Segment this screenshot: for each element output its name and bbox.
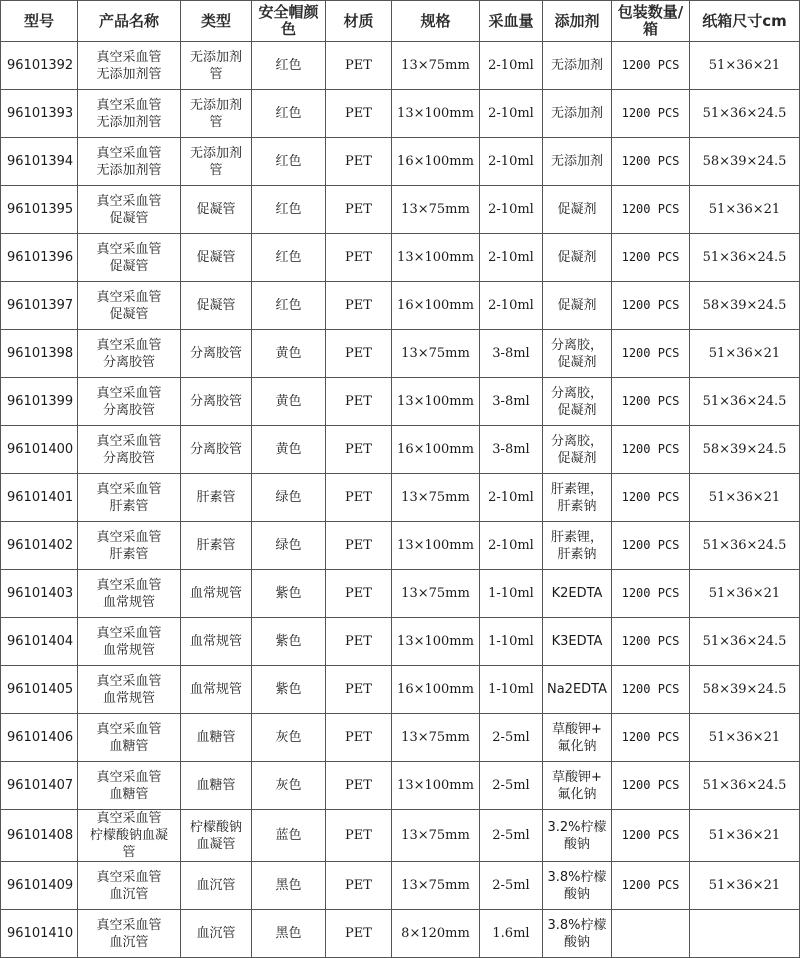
cell-material: PET <box>326 522 392 570</box>
cell-type: 促凝管 <box>181 234 252 282</box>
cell-model: 96101402 <box>1 522 78 570</box>
cell-material: PET <box>326 910 392 958</box>
cell-pack-qty: 1200 PCS <box>612 426 690 474</box>
cell-additive: 促凝剂 <box>543 234 612 282</box>
cell-model: 96101408 <box>1 810 78 862</box>
header-row <box>1 1 800 42</box>
header-material: 材质 <box>326 1 392 42</box>
cell-model: 96101395 <box>1 186 78 234</box>
cell-product-name: 真空采血管 分离胶管 <box>78 330 181 378</box>
header-carton-size: 纸箱尺寸cm <box>690 1 800 42</box>
cell-product-name: 真空采血管 无添加剂管 <box>78 138 181 186</box>
header-pack-qty: 包装数量/箱 <box>612 1 690 42</box>
cell-pack-qty: 1200 PCS <box>612 714 690 762</box>
cell-product-name: 真空采血管 分离胶管 <box>78 426 181 474</box>
cell-carton-size <box>690 910 800 958</box>
cell-type: 无添加剂 管 <box>181 42 252 90</box>
table-row <box>1 570 800 618</box>
cell-additive: 3.2%柠檬 酸钠 <box>543 810 612 862</box>
cell-size: 13×75mm <box>392 714 480 762</box>
cell-model: 96101399 <box>1 378 78 426</box>
cell-cap-color: 红色 <box>252 234 326 282</box>
cell-material: PET <box>326 90 392 138</box>
cell-size: 13×100mm <box>392 378 480 426</box>
cell-additive: 无添加剂 <box>543 138 612 186</box>
cell-volume: 2-10ml <box>480 138 543 186</box>
cell-cap-color: 红色 <box>252 282 326 330</box>
cell-additive: 草酸钾+ 氟化钠 <box>543 762 612 810</box>
cell-carton-size: 58×39×24.5 <box>690 666 800 714</box>
cell-pack-qty: 1200 PCS <box>612 234 690 282</box>
cell-type: 血常规管 <box>181 618 252 666</box>
cell-product-name: 真空采血管 血糖管 <box>78 714 181 762</box>
cell-volume: 2-10ml <box>480 90 543 138</box>
cell-cap-color: 灰色 <box>252 714 326 762</box>
cell-carton-size: 58×39×24.5 <box>690 282 800 330</box>
cell-type: 血糖管 <box>181 762 252 810</box>
table-row <box>1 282 800 330</box>
cell-cap-color: 紫色 <box>252 618 326 666</box>
cell-type: 分离胶管 <box>181 330 252 378</box>
cell-model: 96101409 <box>1 862 78 910</box>
cell-pack-qty: 1200 PCS <box>612 90 690 138</box>
cell-pack-qty: 1200 PCS <box>612 474 690 522</box>
cell-cap-color: 黄色 <box>252 378 326 426</box>
cell-type: 分离胶管 <box>181 378 252 426</box>
cell-model: 96101396 <box>1 234 78 282</box>
cell-carton-size: 51×36×24.5 <box>690 234 800 282</box>
cell-material: PET <box>326 186 392 234</box>
cell-additive: 分离胶， 促凝剂 <box>543 426 612 474</box>
cell-type: 促凝管 <box>181 186 252 234</box>
table-row <box>1 522 800 570</box>
cell-size: 13×100mm <box>392 618 480 666</box>
cell-size: 16×100mm <box>392 282 480 330</box>
table-row <box>1 138 800 186</box>
header-product-name: 产品名称 <box>78 1 181 42</box>
cell-pack-qty: 1200 PCS <box>612 862 690 910</box>
cell-material: PET <box>326 618 392 666</box>
cell-material: PET <box>326 474 392 522</box>
cell-pack-qty: 1200 PCS <box>612 378 690 426</box>
cell-carton-size: 51×36×21 <box>690 474 800 522</box>
table-row <box>1 330 800 378</box>
cell-size: 13×100mm <box>392 522 480 570</box>
cell-material: PET <box>326 862 392 910</box>
cell-additive: 3.8%柠檬 酸钠 <box>543 910 612 958</box>
cell-material: PET <box>326 234 392 282</box>
cell-volume: 2-10ml <box>480 42 543 90</box>
cell-cap-color: 红色 <box>252 42 326 90</box>
cell-product-name: 真空采血管 分离胶管 <box>78 378 181 426</box>
cell-additive: 肝素锂， 肝素钠 <box>543 474 612 522</box>
cell-size: 13×75mm <box>392 186 480 234</box>
cell-product-name: 真空采血管 促凝管 <box>78 234 181 282</box>
cell-material: PET <box>326 570 392 618</box>
cell-carton-size: 51×36×21 <box>690 810 800 862</box>
table-row <box>1 910 800 958</box>
cell-model: 96101410 <box>1 910 78 958</box>
cell-volume: 2-10ml <box>480 186 543 234</box>
cell-material: PET <box>326 282 392 330</box>
cell-carton-size: 51×36×24.5 <box>690 378 800 426</box>
cell-product-name: 真空采血管 血常规管 <box>78 666 181 714</box>
cell-model: 96101394 <box>1 138 78 186</box>
table-row <box>1 862 800 910</box>
cell-additive: 促凝剂 <box>543 186 612 234</box>
cell-volume: 1-10ml <box>480 666 543 714</box>
cell-product-name: 真空采血管 血沉管 <box>78 910 181 958</box>
cell-volume: 3-8ml <box>480 426 543 474</box>
cell-size: 13×75mm <box>392 570 480 618</box>
cell-volume: 1.6ml <box>480 910 543 958</box>
cell-material: PET <box>326 378 392 426</box>
cell-type: 肝素管 <box>181 474 252 522</box>
cell-material: PET <box>326 42 392 90</box>
cell-product-name: 真空采血管 血糖管 <box>78 762 181 810</box>
cell-cap-color: 红色 <box>252 138 326 186</box>
table-row <box>1 42 800 90</box>
cell-carton-size: 51×36×21 <box>690 714 800 762</box>
cell-model: 96101400 <box>1 426 78 474</box>
cell-volume: 1-10ml <box>480 570 543 618</box>
cell-cap-color: 红色 <box>252 90 326 138</box>
cell-pack-qty: 1200 PCS <box>612 570 690 618</box>
cell-product-name: 真空采血管 柠檬酸钠血凝 管 <box>78 810 181 862</box>
cell-size: 13×75mm <box>392 474 480 522</box>
cell-volume: 2-5ml <box>480 714 543 762</box>
cell-cap-color: 紫色 <box>252 570 326 618</box>
cell-product-name: 真空采血管 肝素管 <box>78 522 181 570</box>
table-row <box>1 618 800 666</box>
cell-material: PET <box>326 714 392 762</box>
cell-carton-size: 51×36×24.5 <box>690 762 800 810</box>
cell-carton-size: 51×36×24.5 <box>690 90 800 138</box>
table-row <box>1 714 800 762</box>
cell-material: PET <box>326 762 392 810</box>
cell-type: 血糖管 <box>181 714 252 762</box>
header-additive: 添加剂 <box>543 1 612 42</box>
table-row <box>1 90 800 138</box>
cell-size: 16×100mm <box>392 666 480 714</box>
cell-additive: 促凝剂 <box>543 282 612 330</box>
cell-cap-color: 黄色 <box>252 426 326 474</box>
cell-type: 血沉管 <box>181 910 252 958</box>
cell-product-name: 真空采血管 无添加剂管 <box>78 42 181 90</box>
cell-type: 无添加剂 管 <box>181 138 252 186</box>
cell-cap-color: 绿色 <box>252 522 326 570</box>
cell-product-name: 真空采血管 血常规管 <box>78 570 181 618</box>
cell-cap-color: 黑色 <box>252 910 326 958</box>
cell-additive: 3.8%柠檬 酸钠 <box>543 862 612 910</box>
cell-volume: 2-5ml <box>480 862 543 910</box>
cell-additive: 分离胶， 促凝剂 <box>543 330 612 378</box>
cell-size: 16×100mm <box>392 426 480 474</box>
cell-size: 13×100mm <box>392 762 480 810</box>
cell-size: 13×75mm <box>392 42 480 90</box>
cell-type: 肝素管 <box>181 522 252 570</box>
cell-additive: K2EDTA <box>543 570 612 618</box>
cell-volume: 1-10ml <box>480 618 543 666</box>
cell-model: 96101397 <box>1 282 78 330</box>
cell-product-name: 真空采血管 肝素管 <box>78 474 181 522</box>
header-volume: 采血量 <box>480 1 543 42</box>
cell-model: 96101407 <box>1 762 78 810</box>
table-row <box>1 474 800 522</box>
cell-type: 无添加剂 管 <box>181 90 252 138</box>
cell-carton-size: 51×36×24.5 <box>690 618 800 666</box>
cell-cap-color: 黄色 <box>252 330 326 378</box>
cell-volume: 2-10ml <box>480 522 543 570</box>
table-row <box>1 378 800 426</box>
cell-additive: Na2EDTA <box>543 666 612 714</box>
cell-product-name: 真空采血管 血常规管 <box>78 618 181 666</box>
table-row <box>1 762 800 810</box>
cell-model: 96101405 <box>1 666 78 714</box>
cell-material: PET <box>326 426 392 474</box>
cell-volume: 3-8ml <box>480 378 543 426</box>
cell-volume: 2-10ml <box>480 234 543 282</box>
cell-model: 96101403 <box>1 570 78 618</box>
cell-model: 96101392 <box>1 42 78 90</box>
cell-carton-size: 51×36×21 <box>690 42 800 90</box>
cell-size: 13×100mm <box>392 90 480 138</box>
cell-volume: 2-5ml <box>480 762 543 810</box>
cell-carton-size: 51×36×21 <box>690 186 800 234</box>
table-body <box>1 42 800 958</box>
cell-volume: 2-10ml <box>480 474 543 522</box>
cell-pack-qty: 1200 PCS <box>612 186 690 234</box>
header-model: 型号 <box>1 1 78 42</box>
cell-type: 血常规管 <box>181 666 252 714</box>
cell-additive: 无添加剂 <box>543 42 612 90</box>
cell-cap-color: 红色 <box>252 186 326 234</box>
cell-type: 柠檬酸钠 血凝管 <box>181 810 252 862</box>
cell-additive: 肝素锂， 肝素钠 <box>543 522 612 570</box>
cell-material: PET <box>326 138 392 186</box>
cell-carton-size: 51×36×21 <box>690 330 800 378</box>
cell-cap-color: 蓝色 <box>252 810 326 862</box>
cell-additive: 草酸钾+ 氟化钠 <box>543 714 612 762</box>
cell-additive: 分离胶， 促凝剂 <box>543 378 612 426</box>
cell-material: PET <box>326 810 392 862</box>
cell-type: 促凝管 <box>181 282 252 330</box>
cell-size: 13×75mm <box>392 330 480 378</box>
cell-carton-size: 58×39×24.5 <box>690 426 800 474</box>
cell-size: 13×75mm <box>392 862 480 910</box>
cell-product-name: 真空采血管 促凝管 <box>78 282 181 330</box>
cell-product-name: 真空采血管 血沉管 <box>78 862 181 910</box>
cell-product-name: 真空采血管 促凝管 <box>78 186 181 234</box>
header-type: 类型 <box>181 1 252 42</box>
cell-pack-qty: 1200 PCS <box>612 330 690 378</box>
table-row <box>1 426 800 474</box>
cell-product-name: 真空采血管 无添加剂管 <box>78 90 181 138</box>
header-size: 规格 <box>392 1 480 42</box>
cell-material: PET <box>326 330 392 378</box>
cell-size: 13×100mm <box>392 234 480 282</box>
cell-pack-qty: 1200 PCS <box>612 810 690 862</box>
table-row <box>1 234 800 282</box>
cell-model: 96101401 <box>1 474 78 522</box>
cell-pack-qty: 1200 PCS <box>612 138 690 186</box>
cell-carton-size: 51×36×24.5 <box>690 522 800 570</box>
cell-size: 8×120mm <box>392 910 480 958</box>
cell-cap-color: 灰色 <box>252 762 326 810</box>
cell-model: 96101406 <box>1 714 78 762</box>
cell-size: 13×75mm <box>392 810 480 862</box>
cell-cap-color: 紫色 <box>252 666 326 714</box>
cell-cap-color: 绿色 <box>252 474 326 522</box>
cell-model: 96101393 <box>1 90 78 138</box>
table-row <box>1 186 800 234</box>
cell-carton-size: 51×36×21 <box>690 570 800 618</box>
cell-pack-qty: 1200 PCS <box>612 618 690 666</box>
cell-pack-qty: 1200 PCS <box>612 522 690 570</box>
cell-model: 96101404 <box>1 618 78 666</box>
cell-pack-qty: 1200 PCS <box>612 762 690 810</box>
cell-carton-size: 51×36×21 <box>690 862 800 910</box>
cell-volume: 3-8ml <box>480 330 543 378</box>
cell-type: 分离胶管 <box>181 426 252 474</box>
cell-size: 16×100mm <box>392 138 480 186</box>
table-row <box>1 810 800 862</box>
cell-additive: 无添加剂 <box>543 90 612 138</box>
cell-pack-qty <box>612 910 690 958</box>
cell-volume: 2-5ml <box>480 810 543 862</box>
cell-model: 96101398 <box>1 330 78 378</box>
cell-pack-qty: 1200 PCS <box>612 282 690 330</box>
header-cap-color: 安全帽颜色 <box>252 1 326 42</box>
cell-carton-size: 58×39×24.5 <box>690 138 800 186</box>
cell-additive: K3EDTA <box>543 618 612 666</box>
cell-material: PET <box>326 666 392 714</box>
cell-cap-color: 黑色 <box>252 862 326 910</box>
table-row <box>1 666 800 714</box>
cell-volume: 2-10ml <box>480 282 543 330</box>
cell-pack-qty: 1200 PCS <box>612 666 690 714</box>
cell-type: 血常规管 <box>181 570 252 618</box>
cell-pack-qty: 1200 PCS <box>612 42 690 90</box>
cell-type: 血沉管 <box>181 862 252 910</box>
